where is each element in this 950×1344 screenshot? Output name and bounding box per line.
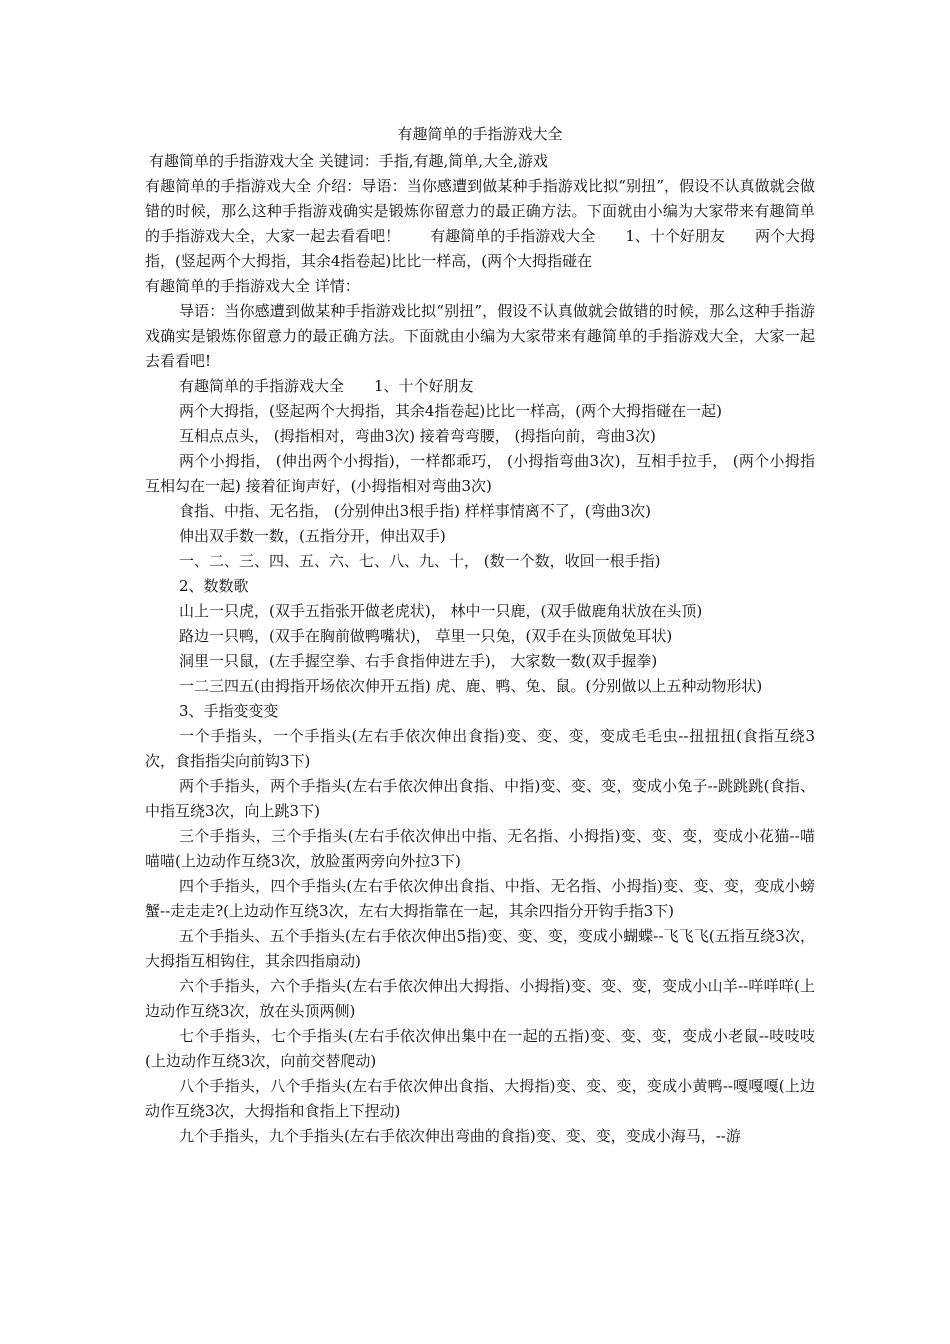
paragraph: 两个小拇指， (伸出两个小拇指)，一样都乖巧， (小拇指弯曲3次)，互相手拉手， (两个小拇指互相勾在一起) 接着征询声好，(小拇指相对弯曲3次) [145, 452, 815, 495]
paragraph: 洞里一只鼠，(左手握空拳、右手食指伸进左手)， 大家数一数(双手握拳) [179, 652, 658, 670]
details-label: 有趣简单的手指游戏大全 详情： [145, 277, 360, 295]
paragraph: 四个手指头，四个手指头(左右手依次伸出食指、中指、无名指、小拇指)变、变、变，变成小螃蟹--走走走?(上边动作互绕3次，左右大拇指靠在一起，其余四指分开钩手指3下) [145, 877, 815, 920]
section-heading: 2、数数歌 [179, 577, 249, 595]
paragraph: 六个手指头，六个手指头(左右手依次伸出大拇指、小拇指)变、变、变，变成小山羊--咩咩咩(上边动作互绕3次，放在头顶两侧) [145, 977, 815, 1020]
paragraph: 伸出双手数一数，(五指分开，伸出双手) [179, 527, 446, 545]
intro-paragraph: 有趣简单的手指游戏大全 介绍：导语：当你感遭到做某种手指游戏比拟“别扭”，假设不认真做就会做错的时候，那么这种手指游戏确实是锻炼你留意力的最正确方法。下面就由小编为大家带来有趣简单的手指游戏大全，大家一起去看看吧！ 有趣简单的手指游戏大全 1、十个好朋友 两个大拇指，(竖起两个大拇指，其余4指卷起)比比一样高，(两个大拇指碰在 [145, 177, 815, 270]
paragraph: 一、二、三、四、五、六、七、八、九、十， (数一个数，收回一根手指) [179, 552, 661, 570]
paragraph: 食指、中指、无名指， (分别伸出3根手指) 样样事情离不了，(弯曲3次) [179, 502, 652, 520]
paragraph: 两个大拇指，(竖起两个大拇指，其余4指卷起)比比一样高，(两个大拇指碰在一起) [179, 402, 722, 420]
section-heading: 3、手指变变变 [179, 702, 279, 720]
document-title: 有趣简单的手指游戏大全 [397, 125, 563, 143]
paragraph: 一个手指头，一个手指头(左右手依次伸出食指)变、变、变，变成毛毛虫--扭扭扭(食指互绕3次，食指指尖向前钩3下) [145, 727, 815, 770]
paragraph: 八个手指头，八个手指头(左右手依次伸出食指、大拇指)变、变、变，变成小黄鸭--嘎嘎嘎(上边动作互绕3次，大拇指和食指上下捏动) [145, 1077, 815, 1120]
paragraph: 三个手指头，三个手指头(左右手依次伸出中指、无名指、小拇指)变、变、变，变成小花猫--喵喵喵(上边动作互绕3次，放脸蛋两旁向外拉3下) [145, 827, 815, 870]
paragraph: 一二三四五(由拇指开场依次伸开五指) 虎、鹿、鸭、兔、鼠。(分别做以上五种动物形状) [179, 677, 763, 695]
paragraph: 导语：当你感遭到做某种手指游戏比拟“别扭”，假设不认真做就会做错的时候，那么这种手指游戏确实是锻炼你留意力的最正确方法。下面就由小编为大家带来有趣简单的手指游戏大全，大家一起去看看吧! [145, 302, 815, 370]
paragraph: 两个手指头，两个手指头(左右手依次伸出食指、中指)变、变、变，变成小兔子--跳跳跳(食指、中指互绕3次，向上跳3下) [145, 777, 815, 820]
paragraph: 九个手指头，九个手指头(左右手依次伸出弯曲的食指)变、变、变，变成小海马，--游 [179, 1127, 741, 1145]
paragraph: 互相点点头， (拇指相对，弯曲3次) 接着弯弯腰， (拇指向前，弯曲3次) [179, 427, 656, 445]
paragraph: 山上一只虎，(双手五指张开做老虎状)， 林中一只鹿，(双手做鹿角状放在头顶) [179, 602, 703, 620]
keywords-line: 有趣简单的手指游戏大全 关键词：手指,有趣,简单,大全,游戏 [149, 152, 548, 170]
paragraph: 有趣简单的手指游戏大全 1、十个好朋友 [179, 377, 474, 395]
paragraph: 路边一只鸭，(双手在胸前做鸭嘴状)， 草里一只兔，(双手在头顶做兔耳状) [179, 627, 673, 645]
paragraph: 五个手指头、五个手指头(左右手依次伸出5指)变、变、变，变成小蝴蝶--飞飞飞(五指互绕3次，大拇指互相钩住，其余四指扇动) [145, 927, 815, 970]
document-page [145, 122, 815, 1149]
paragraph: 七个手指头，七个手指头(左右手依次伸出集中在一起的五指)变、变、变，变成小老鼠--吱吱吱(上边动作互绕3次，向前交替爬动) [145, 1027, 815, 1070]
